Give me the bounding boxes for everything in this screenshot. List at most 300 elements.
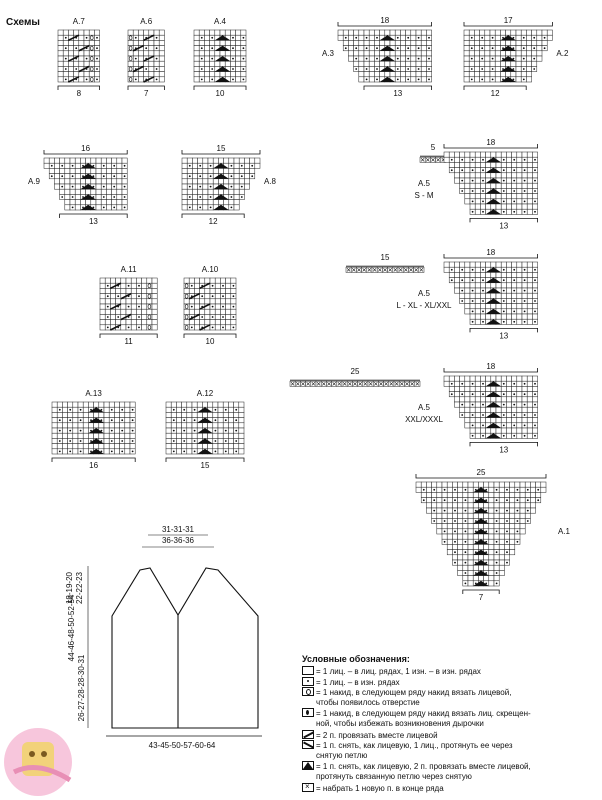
purl-dot [201, 37, 203, 39]
chart-cell [522, 204, 527, 209]
upper-height-1-label: 18-19-20 [65, 571, 74, 605]
chart-cell [75, 158, 80, 163]
chart-cell [463, 503, 468, 508]
chart-cell [239, 412, 244, 417]
chart-cell [94, 423, 99, 428]
chart-cell [105, 299, 110, 304]
chart-cell [489, 539, 494, 544]
chart-cell [475, 428, 480, 433]
chart-cell [520, 508, 525, 513]
chart-cell [489, 555, 494, 560]
chart-cell [194, 30, 199, 35]
chart-cell [506, 433, 511, 438]
purl-dot [376, 37, 378, 39]
purl-dot [513, 190, 515, 192]
chart-cell [236, 77, 241, 82]
chart-cell [182, 158, 187, 163]
purl-dot [534, 279, 536, 281]
purl-dot [225, 440, 227, 442]
chart-cell [159, 56, 164, 61]
chart-cell [527, 162, 532, 167]
chart-cell [522, 194, 527, 199]
chart-cell [106, 174, 111, 179]
chart-cell [117, 174, 122, 179]
chart-cell [468, 539, 473, 544]
chart-cell [125, 412, 130, 417]
purl-dot [482, 201, 484, 203]
chart-cell [204, 35, 209, 40]
purl-dot [423, 489, 425, 491]
purl-dot [472, 211, 474, 213]
chart-cell [79, 35, 84, 40]
chart-cell [454, 386, 459, 391]
chart-cell [458, 513, 463, 518]
chart-cell [432, 492, 437, 497]
chart-cell [114, 423, 119, 428]
width-a2-label: 12 [490, 89, 500, 98]
chart-cell [473, 503, 478, 508]
chart-cell [187, 179, 192, 184]
chart-cell [192, 200, 197, 205]
purl-dot [189, 207, 191, 209]
chart-cell [106, 189, 111, 194]
chart-cell [52, 412, 57, 417]
vest-outline [112, 568, 258, 728]
chart-cell [228, 423, 233, 428]
chart-cell [542, 40, 547, 45]
chart-cell [205, 309, 210, 314]
chart-cell [470, 314, 475, 319]
chart-cell [489, 482, 494, 487]
top-a8-label: 15 [216, 144, 226, 153]
purl-dot [482, 279, 484, 281]
chart-cell [74, 51, 79, 56]
chart-cell [94, 40, 99, 45]
chart-cell [527, 183, 532, 188]
chart-cell [57, 423, 62, 428]
purl-dot [534, 290, 536, 292]
chart-cell [229, 189, 234, 194]
purl-dot [496, 562, 498, 564]
chart-cell [522, 304, 527, 309]
chart-cell [460, 183, 465, 188]
chart-cell [136, 299, 141, 304]
chart-cell [176, 402, 181, 407]
purl-dot [513, 180, 515, 182]
chart-cell [527, 386, 532, 391]
purl-dot [199, 165, 201, 167]
chart-cell [130, 444, 135, 449]
chart-cell [182, 423, 187, 428]
chart-cell [80, 158, 85, 163]
yarn-over-mark [129, 36, 132, 40]
chart-cell [491, 314, 496, 319]
purl-dot [482, 169, 484, 171]
chart-cell [128, 72, 133, 77]
chart-name-a1: A.1 [558, 527, 571, 536]
chart-cell [463, 576, 468, 581]
purl-dot [407, 37, 409, 39]
chart-cell [234, 194, 239, 199]
chart-cell [464, 40, 469, 45]
yarn-over-mark [148, 315, 151, 319]
chart-cell [374, 40, 379, 45]
purl-dot [113, 186, 115, 188]
purl-dot [69, 451, 71, 453]
purl-dot [418, 37, 420, 39]
chart-cell [506, 283, 511, 288]
purl-dot [537, 489, 539, 491]
chart-cell [239, 449, 244, 454]
chart-cell [449, 272, 454, 277]
chart-cell [468, 544, 473, 549]
chart-cell [138, 77, 143, 82]
chart-cell [510, 550, 515, 555]
chart-cell [527, 278, 532, 283]
chart-cell [527, 428, 532, 433]
chart-cell [495, 56, 500, 61]
chart-cell [512, 162, 517, 167]
chart-cell [506, 61, 511, 66]
chart-cell [234, 412, 239, 417]
purl-dot [454, 499, 456, 501]
purl-dot [191, 306, 193, 308]
yarn-over-mark [129, 46, 132, 50]
chart-cell [189, 320, 194, 325]
chart-cell [125, 444, 130, 449]
chart-cell [517, 194, 522, 199]
chart-cell [105, 278, 110, 283]
chart-cell [220, 30, 225, 35]
chart-cell [136, 309, 141, 314]
chart-cell [203, 194, 208, 199]
chart-cell [210, 30, 215, 35]
purl-dot [72, 207, 74, 209]
purl-dot [496, 583, 498, 585]
chart-cell [465, 304, 470, 309]
chart-cell [152, 309, 157, 314]
chart-cell [486, 194, 491, 199]
chart-cell [541, 482, 546, 487]
chart-cell [100, 314, 105, 319]
chart-cell [226, 304, 231, 309]
purl-dot [107, 285, 109, 287]
chart-cell [58, 77, 63, 82]
chart-cell [527, 152, 532, 157]
chart-cell [468, 550, 473, 555]
purl-dot [472, 404, 474, 406]
chart-cell [359, 77, 364, 82]
legend-item [316, 772, 472, 781]
chart-cell [484, 565, 489, 570]
chart-cell [512, 304, 517, 309]
purl-dot [481, 79, 483, 81]
chart-cell [198, 179, 203, 184]
chart-cell [491, 283, 496, 288]
chart-cell [52, 402, 57, 407]
purl-dot [233, 285, 235, 287]
chart-cell [226, 283, 231, 288]
chart-cell [454, 178, 459, 183]
purl-dot [201, 79, 203, 81]
purl-dot [59, 430, 61, 432]
chart-cell [522, 428, 527, 433]
purl-dot [232, 79, 234, 81]
chart-cell [517, 304, 522, 309]
purl-dot [492, 68, 494, 70]
chart-cell [468, 487, 473, 492]
chart-cell [504, 555, 509, 560]
chart-cell [432, 513, 437, 518]
chart-cell [517, 183, 522, 188]
purl-dot [465, 520, 467, 522]
purl-dot [103, 186, 105, 188]
chart-cell [142, 309, 147, 314]
chart-cell [460, 272, 465, 277]
chart-cell [205, 294, 210, 299]
yarn-over-mark [129, 77, 132, 81]
purl-dot [222, 306, 224, 308]
chart-cell [516, 40, 521, 45]
chart-cell [465, 376, 470, 381]
chart-cell [182, 194, 187, 199]
chart-cell [458, 555, 463, 560]
chart-cell [501, 386, 506, 391]
chart-cell [527, 209, 532, 214]
chart-cell [203, 200, 208, 205]
chart-cell [478, 503, 483, 508]
purl-dot [503, 211, 505, 213]
chart-cell [468, 560, 473, 565]
chart-cell [525, 503, 530, 508]
chart-cell [166, 407, 171, 412]
chart-cell [99, 402, 104, 407]
chart-cell [491, 386, 496, 391]
chart-cell [458, 503, 463, 508]
purl-dot [199, 186, 201, 188]
purl-dot [533, 68, 535, 70]
chart-cell [532, 30, 537, 35]
chart-cell [218, 428, 223, 433]
chart-cell [517, 386, 522, 391]
chart-cell [470, 262, 475, 267]
chart-cell [234, 205, 239, 210]
legend-item [302, 666, 481, 676]
purl-dot [513, 290, 515, 292]
chart-cell [104, 433, 109, 438]
chart-cell [480, 407, 485, 412]
yarn-over-mark [129, 67, 132, 71]
chart-cell [226, 314, 231, 319]
chart-cell [109, 433, 114, 438]
chart-cell [128, 61, 133, 66]
chart-cell [83, 428, 88, 433]
chart-cell [239, 433, 244, 438]
chart-cell [454, 162, 459, 167]
chart-cell [454, 283, 459, 288]
purl-dot [235, 409, 237, 411]
chart-cell [60, 168, 65, 173]
purl-dot [503, 159, 505, 161]
purl-dot [210, 196, 212, 198]
chart-cell [204, 72, 209, 77]
chart-cell [218, 423, 223, 428]
chart-cell [122, 200, 127, 205]
chart-cell [228, 407, 233, 412]
purl-dot [503, 300, 505, 302]
chart-cell [515, 503, 520, 508]
purl-dot [232, 68, 234, 70]
chart-cell [204, 40, 209, 45]
purl-dot [132, 430, 134, 432]
purl-dot [454, 520, 456, 522]
chart-cell [475, 278, 480, 283]
chart-cell [121, 283, 126, 288]
chart-cell [131, 288, 136, 293]
chart-cell [411, 35, 416, 40]
chart-cell [176, 444, 181, 449]
purl-dot [107, 316, 109, 318]
chart-cell [213, 168, 218, 173]
purl-dot [243, 58, 245, 60]
chart-cell [101, 189, 106, 194]
purl-dot [444, 489, 446, 491]
chart-cell [187, 418, 192, 423]
purl-dot [86, 79, 88, 81]
chart-cell [485, 30, 490, 35]
purl-dot [173, 419, 175, 421]
chart-cell [244, 174, 249, 179]
chart-cell [116, 288, 121, 293]
chart-cell [171, 402, 176, 407]
chart-cell [104, 428, 109, 433]
chart-cell [437, 513, 442, 518]
purl-dot [232, 47, 234, 49]
chart-cell [73, 428, 78, 433]
chart-cell [106, 163, 111, 168]
purl-dot [523, 37, 525, 39]
chart-cell [354, 61, 359, 66]
chart-cell [511, 40, 516, 45]
purl-dot [513, 393, 515, 395]
chart-cell [426, 508, 431, 513]
chart-cell [526, 56, 531, 61]
chart-cell [468, 581, 473, 586]
chart-cell [510, 513, 515, 518]
chart-cell [469, 40, 474, 45]
chart-cell [159, 72, 164, 77]
purl-dot [59, 451, 61, 453]
chart-cell [79, 40, 84, 45]
chart-cell [495, 77, 500, 82]
legend-item [302, 730, 438, 740]
chart-cell [530, 492, 535, 497]
chart-cell [166, 402, 171, 407]
chart-cell [215, 314, 220, 319]
chart-cell [131, 283, 136, 288]
chart-cell [400, 51, 405, 56]
chart-cell [149, 30, 154, 35]
chart-cell [126, 320, 131, 325]
chart-size-a5l: L - XL - XL/XXL [396, 301, 452, 310]
chart-cell [218, 418, 223, 423]
chart-cell [496, 162, 501, 167]
chart-cell [489, 544, 494, 549]
chart-cell [213, 402, 218, 407]
chart-cell [176, 449, 181, 454]
chart-cell [109, 423, 114, 428]
chart-cell [152, 288, 157, 293]
purl-dot [461, 393, 463, 395]
purl-dot [407, 79, 409, 81]
purl-dot [482, 269, 484, 271]
chart-cell [458, 570, 463, 575]
chart-cell [494, 503, 499, 508]
chart-cell [205, 314, 210, 319]
extra-label-a5x: 25 [350, 367, 360, 376]
chart-cell [218, 407, 223, 412]
chart-cell [80, 179, 85, 184]
chart-cell [496, 418, 501, 423]
purl-dot [366, 79, 368, 81]
chart-cell [380, 61, 385, 66]
chart-cell [369, 77, 374, 82]
purl-dot [471, 68, 473, 70]
chart-cell [215, 304, 220, 309]
legend-item-text: = 2 п. провязать вместе лицевой [316, 730, 438, 740]
chart-cell [474, 51, 479, 56]
chart-cell [176, 423, 181, 428]
chart-cell [234, 200, 239, 205]
chart-cell [182, 200, 187, 205]
chart-cell [522, 283, 527, 288]
chart-cell [142, 278, 147, 283]
chart-cell [208, 200, 213, 205]
purl-dot [465, 583, 467, 585]
purl-dot [183, 430, 185, 432]
chart-cell [411, 72, 416, 77]
chart-cell [54, 158, 59, 163]
chart-cell [202, 402, 207, 407]
chart-cell [239, 444, 244, 449]
chart-cell [54, 174, 59, 179]
chart-cell [359, 46, 364, 51]
chart-cell [499, 570, 504, 575]
chart-cell [225, 30, 230, 35]
purl-dot [121, 451, 123, 453]
chart-cell [465, 267, 470, 272]
chart-cell [52, 423, 57, 428]
purl-dot [506, 551, 508, 553]
chart-cell [485, 51, 490, 56]
purl-dot [503, 169, 505, 171]
purl-dot [96, 68, 98, 70]
chart-cell [517, 178, 522, 183]
chart-cell [499, 539, 504, 544]
chart-cell [512, 283, 517, 288]
chart-cell [516, 61, 521, 66]
chart-cell [210, 299, 215, 304]
chart-cell [348, 46, 353, 51]
chart-a9 [44, 150, 127, 218]
purl-dot [482, 425, 484, 427]
chart-cell [506, 168, 511, 173]
width-a13-label: 16 [89, 461, 99, 470]
bottom-width-label: 43-45-50-57-60-64 [148, 741, 216, 750]
chart-cell [121, 320, 126, 325]
chart-cell [364, 61, 369, 66]
chart-cell [480, 293, 485, 298]
